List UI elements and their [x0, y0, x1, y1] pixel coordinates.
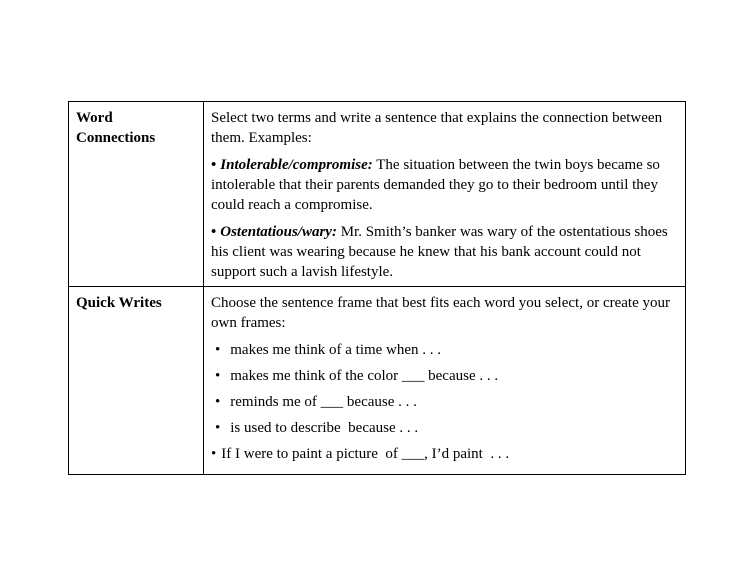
row-header-cell	[69, 102, 204, 287]
bullet-icon: •	[215, 368, 221, 384]
frame-text: reminds me of ___ because . . .	[230, 394, 417, 410]
bullet-icon: •	[215, 394, 221, 410]
frame-text: makes me think of a time when . . .	[230, 342, 442, 358]
bullet-icon: •	[215, 420, 221, 436]
bullet-icon: •	[211, 157, 217, 173]
row-content-cell	[204, 102, 686, 287]
row-header-word-connections: Word Connections	[76, 110, 156, 146]
example-term: Ostentatious/wary:	[220, 224, 337, 240]
list-item	[211, 366, 675, 386]
sentence-frames-list	[211, 340, 675, 464]
bullet-icon: •	[211, 446, 217, 462]
row-header-cell	[69, 287, 204, 475]
frame-text: is used to describe because . . .	[230, 420, 419, 436]
bullet-icon: •	[211, 224, 217, 240]
bullet-icon: •	[215, 342, 221, 358]
intro-text: Choose the sentence frame that best fits each word you select, or create your own frames:	[211, 295, 670, 331]
row-header-quick-writes: Quick Writes	[76, 295, 162, 311]
example-text: The situation between the twin boys became so intolerable that their parents demanded they go to their bedroom until they could reach a compromise.	[211, 157, 664, 213]
example-item	[211, 155, 675, 215]
list-item	[211, 444, 675, 464]
intro-text: Select two terms and write a sentence that explains the connection between them. Examples:	[211, 110, 663, 146]
table-row-quick-writes	[69, 287, 686, 475]
vocabulary-activities-table	[68, 101, 686, 475]
example-text: Mr. Smith’s banker was wary of the ostentatious shoes his client was wearing because he knew that his bank account could not support such a lavish lifestyle.	[211, 224, 672, 280]
example-term: Intolerable/compromise:	[220, 157, 373, 173]
row-content-cell	[204, 287, 686, 475]
list-item	[211, 340, 675, 360]
example-item	[211, 222, 675, 282]
frame-text: makes me think of the color ___ because . . .	[230, 368, 499, 384]
list-item	[211, 418, 675, 438]
frame-text: If I were to paint a picture of ___, I’d paint . . .	[221, 446, 510, 462]
table-row-word-connections	[69, 102, 686, 287]
list-item	[211, 392, 675, 412]
